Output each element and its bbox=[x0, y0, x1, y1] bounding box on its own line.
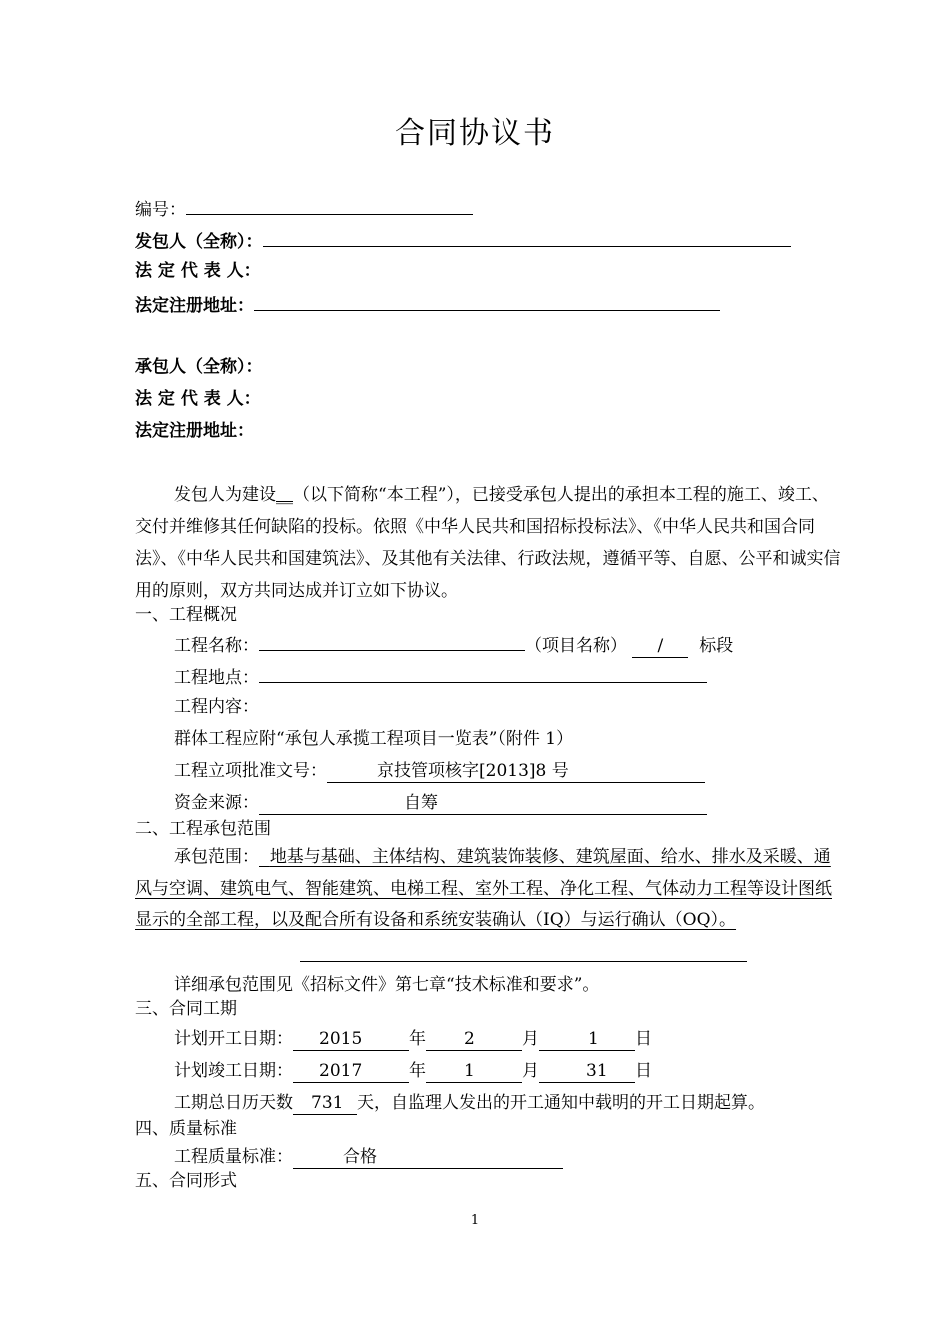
approval-line bbox=[174, 759, 705, 783]
employer-address-line bbox=[135, 291, 720, 318]
end-day-field[interactable]: 31 bbox=[539, 1061, 635, 1083]
contractor-rep-line bbox=[135, 387, 261, 411]
end-date-line bbox=[174, 1059, 652, 1083]
scope-underline-extension bbox=[300, 961, 747, 962]
end-year-field[interactable]: 2017 bbox=[293, 1061, 409, 1083]
project-location-field[interactable] bbox=[259, 663, 707, 683]
employer-field[interactable] bbox=[263, 227, 791, 247]
intro-blank: __ bbox=[276, 485, 293, 505]
end-year-unit: 年 bbox=[409, 1061, 426, 1081]
contract-number-field[interactable] bbox=[186, 195, 473, 215]
duration-suffix: 天，自监理人发出的开工通知中载明的开工日期起算。 bbox=[357, 1093, 765, 1113]
scope-label: 承包范围： bbox=[174, 847, 259, 867]
duration-field[interactable]: 731 bbox=[293, 1093, 357, 1115]
start-year-field[interactable]: 2015 bbox=[293, 1029, 409, 1051]
duration-line bbox=[174, 1091, 765, 1115]
project-name-line bbox=[174, 631, 733, 658]
quality-line bbox=[174, 1145, 563, 1169]
project-content-label: 工程内容： bbox=[174, 697, 259, 717]
contract-number-line bbox=[135, 195, 473, 222]
start-day-unit: 日 bbox=[635, 1029, 652, 1049]
intro-text-1: 发包人为建设 bbox=[174, 485, 276, 505]
project-content-line bbox=[174, 695, 259, 719]
contractor-line bbox=[135, 355, 263, 379]
start-month-unit: 月 bbox=[522, 1029, 539, 1049]
start-month-field[interactable]: 2 bbox=[426, 1029, 522, 1051]
section-1-heading: 一、工程概况 bbox=[135, 605, 237, 625]
employer-address-field[interactable] bbox=[254, 291, 720, 311]
quality-field[interactable]: 合格 bbox=[293, 1147, 563, 1169]
section-5-heading: 五、合同形式 bbox=[135, 1171, 237, 1191]
scope-text: 地基与基础、主体结构、建筑装饰装修、建筑屋面、给水、排水及采暖、通风与空调、建筑电气、智能建筑、电梯工程、室外工程、净化工程、气体动力工程等设计图纸显示的全部工程，以及配合所有设备和系统安装确认（IQ）与运行确认（OQ）。 bbox=[135, 847, 832, 930]
start-year-unit: 年 bbox=[409, 1029, 426, 1049]
document-title: 合同协议书 bbox=[395, 116, 555, 151]
fund-source-field[interactable]: 自筹 bbox=[259, 793, 707, 815]
approval-label: 工程立项批准文号： bbox=[174, 761, 327, 781]
end-month-field[interactable]: 1 bbox=[426, 1061, 522, 1083]
end-month-unit: 月 bbox=[522, 1061, 539, 1081]
end-date-label: 计划竣工日期： bbox=[174, 1061, 293, 1081]
page-number: 1 bbox=[470, 1213, 480, 1228]
scope-paragraph bbox=[135, 842, 845, 937]
project-name-field[interactable] bbox=[259, 631, 525, 651]
fund-source-line bbox=[174, 791, 707, 815]
lot-label: 标段 bbox=[699, 636, 734, 656]
contract-number-label: 编号： bbox=[135, 200, 186, 220]
fund-source-label: 资金来源： bbox=[174, 793, 259, 813]
project-name-note: （项目名称） bbox=[525, 636, 627, 656]
section-2-heading: 二、工程承包范围 bbox=[135, 819, 271, 839]
approval-field[interactable]: 京技管项核字[2013]8 号 bbox=[327, 761, 705, 783]
quality-label: 工程质量标准： bbox=[174, 1147, 293, 1167]
project-name-label: 工程名称： bbox=[174, 636, 259, 656]
section-4-heading: 四、质量标准 bbox=[135, 1119, 237, 1139]
intro-paragraph bbox=[135, 479, 845, 607]
end-day-unit: 日 bbox=[635, 1061, 652, 1081]
employer-rep-line bbox=[135, 259, 261, 283]
start-date-line bbox=[174, 1027, 652, 1051]
contractor-label: 承包人（全称）： bbox=[135, 357, 263, 377]
contractor-address-line bbox=[135, 419, 254, 443]
project-location-line bbox=[174, 663, 707, 690]
duration-label: 工期总日历天数 bbox=[174, 1093, 293, 1113]
employer-label: 发包人（全称）： bbox=[135, 232, 263, 252]
scope-detail: 详细承包范围见《招标文件》第七章“技术标准和要求”。 bbox=[174, 975, 600, 995]
start-date-label: 计划开工日期： bbox=[174, 1029, 293, 1049]
section-3-heading: 三、合同工期 bbox=[135, 999, 237, 1019]
intro-text-2: （以下简称“本工程”），已接受承包人提出的承担本工程的施工、竣工、交付并维修其任何缺陷的投标。依照《中华人民共和国招标投标法》、《中华人民共和国合同法》、《中华人民共和国建筑法》、及其他有关法律、行政法规，遵循平等、自愿、公平和诚实信用的原则，双方共同达成并订立如下协议。 bbox=[135, 485, 841, 601]
employer-address-label: 法定注册地址： bbox=[135, 296, 254, 316]
lot-field[interactable]: / bbox=[632, 636, 688, 658]
start-day-field[interactable]: 1 bbox=[539, 1029, 635, 1051]
employer-line bbox=[135, 227, 791, 254]
group-project-note: 群体工程应附“承包人承揽工程项目一览表”（附件 1） bbox=[174, 729, 574, 749]
contractor-rep-label: 法 定 代 表 人： bbox=[135, 389, 261, 409]
project-location-label: 工程地点： bbox=[174, 668, 259, 688]
employer-rep-label: 法 定 代 表 人： bbox=[135, 261, 261, 281]
contractor-address-label: 法定注册地址： bbox=[135, 421, 254, 441]
